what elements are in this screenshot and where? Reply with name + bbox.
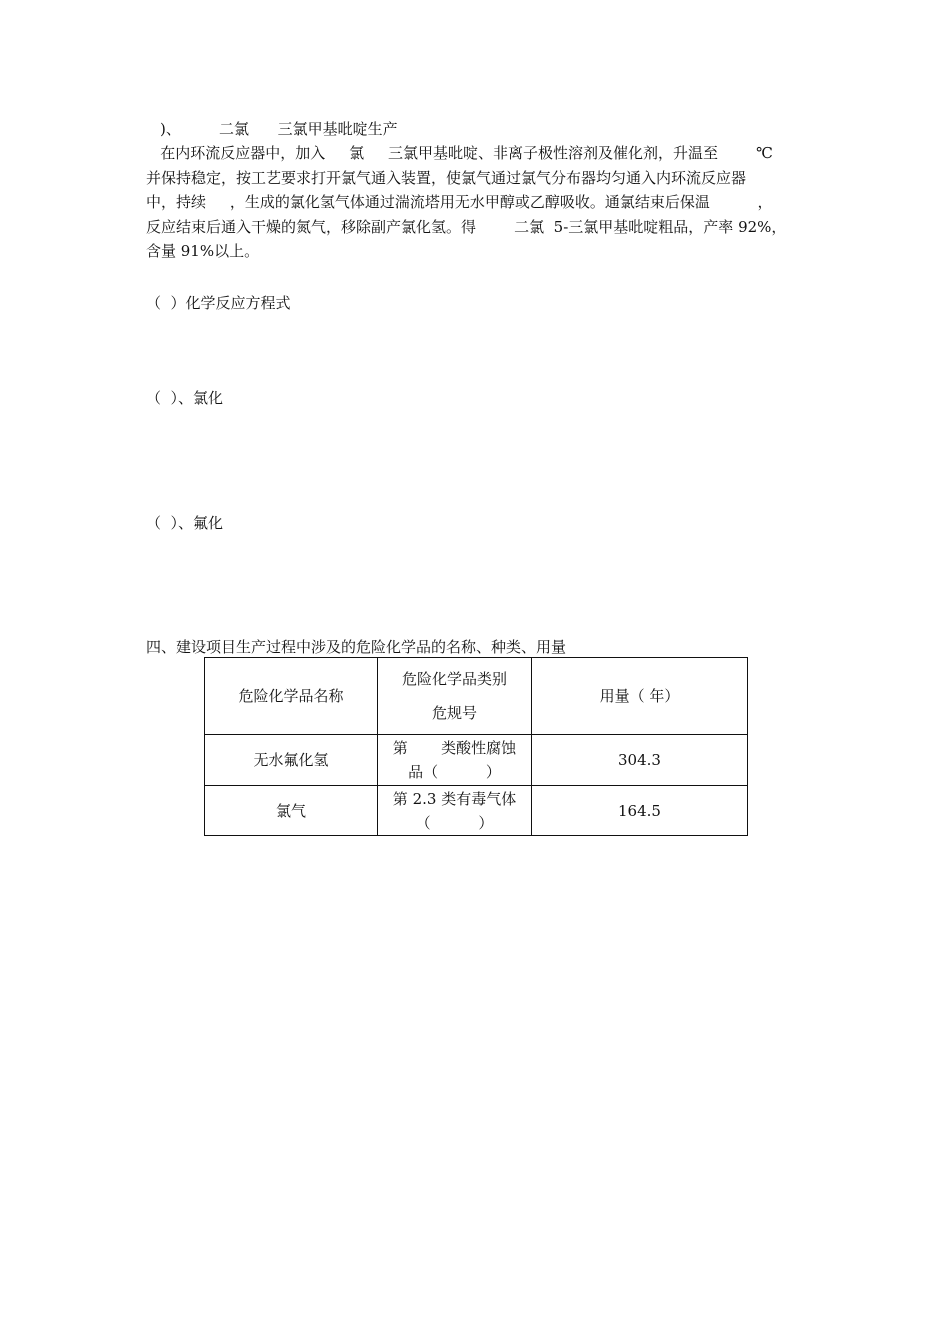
fluorination-heading: （ ）、氟化 xyxy=(146,514,224,532)
header-name: 危险化学品名称 xyxy=(205,658,378,735)
cell-name: 氯气 xyxy=(205,786,378,836)
chlorination-heading: （ ）、氯化 xyxy=(146,389,224,407)
section-four-title: 四、建设项目生产过程中涉及的危险化学品的名称、种类、用量 xyxy=(146,638,567,656)
paragraph-line: 并保持稳定，按工艺要求打开氯气通入装置，使氯气通过氯气分布器均匀通入内环流反应器 xyxy=(146,168,747,187)
process-paragraph xyxy=(146,141,810,264)
section-title: )、 二氯 三氯甲基吡啶生产 xyxy=(160,120,398,138)
header-amount: 用量（ 年） xyxy=(532,658,748,735)
paragraph-line: 中，持续 ，生成的氯化氢气体通过湍流塔用无水甲醇或乙醇吸收。通氯结束后保温 ， xyxy=(146,193,773,211)
table-header-row xyxy=(205,658,748,735)
cell-category-line2: 品（ ） xyxy=(408,763,501,781)
equation-heading: （ ）化学反应方程式 xyxy=(146,294,291,312)
cell-category-line1: 第 类酸性腐蚀 xyxy=(392,739,517,757)
header-category xyxy=(378,658,532,735)
table-row xyxy=(205,786,748,836)
cell-category xyxy=(378,786,532,836)
paragraph-line: 反应结束后通入干燥的氮气，移除副产氯化氢。得 二氯 5-三氯甲基吡啶粗品，产率 92%， xyxy=(146,217,787,236)
paragraph-line: 含量 91%以上。 xyxy=(146,242,260,260)
hazardous-chemicals-table xyxy=(204,657,748,836)
header-category-line2: 危规号 xyxy=(431,704,477,722)
cell-category-line2: （ ） xyxy=(415,813,494,832)
cell-amount: 164.5 xyxy=(532,786,748,836)
table-row xyxy=(205,735,748,786)
header-category-line1: 危险化学品类别 xyxy=(401,670,507,688)
cell-amount: 304.3 xyxy=(532,735,748,786)
cell-category-line1: 第 2.3 类有毒气体 xyxy=(392,789,517,808)
cell-name: 无水氟化氢 xyxy=(205,735,378,786)
paragraph-line: 在内环流反应器中，加入 氯 三氯甲基吡啶、非离子极性溶剂及催化剂，升温至 ℃ xyxy=(146,144,773,162)
cell-category xyxy=(378,735,532,786)
